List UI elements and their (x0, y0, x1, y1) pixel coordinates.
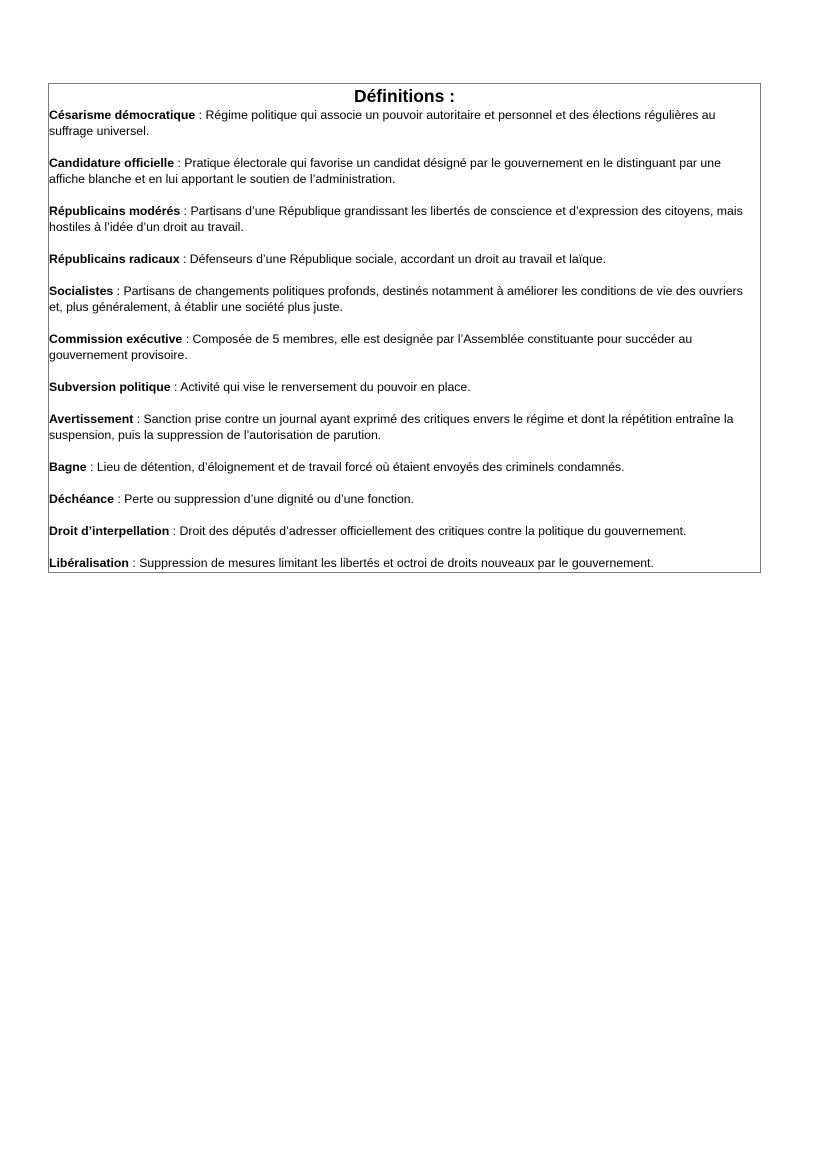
definition-text: : Activité qui vise le renversement du pouvoir en place. (170, 380, 471, 394)
definition-term: Droit d’interpellation (49, 524, 170, 538)
definition-term: Bagne (49, 460, 87, 474)
definition-term: Césarisme démocratique (49, 108, 196, 122)
definition-text: : Régime politique qui associe un pouvoir autoritaire et personnel et des élections régulières au suffrage universel. (49, 108, 716, 138)
definition-entry (49, 155, 760, 187)
definition-entry (49, 491, 760, 507)
definition-text: : Partisans de changements politiques profonds, destinés notamment à améliorer les conditions de vie des ouvriers et, plus généralement, à établir une société plus juste. (49, 284, 743, 314)
definition-term: Déchéance (49, 492, 114, 506)
definition-term: Subversion politique (49, 380, 171, 394)
definition-text: : Perte ou suppression d’une dignité ou d’une fonction. (113, 492, 415, 506)
definition-entry (49, 555, 760, 571)
definition-entry (49, 523, 760, 539)
definition-entry (49, 331, 760, 363)
definition-text: : Composée de 5 membres, elle est designée par l’Assemblée constituante pour succéder au gouvernement provisoire. (49, 332, 693, 362)
definition-term: Candidature officielle (49, 156, 175, 170)
definition-entry (49, 459, 760, 475)
definition-text: : Partisans d’une République grandissant les libertés de conscience et d’expression des citoyens, mais hostiles à l’idée d’un droit au travail. (49, 204, 743, 234)
definition-entry (49, 411, 760, 443)
definition-entry (49, 379, 760, 395)
definition-text: : Suppression de mesures limitant les libertés et octroi de droits nouveaux par le gouvernement. (128, 556, 654, 570)
definition-text: : Sanction prise contre un journal ayant exprimé des critiques envers le régime et dont la répétition entraîne la suspension, puis la suppression de l’autorisation de parution. (49, 412, 734, 442)
definition-term: Républicains radicaux (49, 252, 180, 266)
definition-term: Avertissement (49, 412, 134, 426)
definition-term: Républicains modérés (49, 204, 181, 218)
definition-entry (49, 283, 760, 315)
definition-entry (49, 107, 760, 139)
definition-entry (49, 251, 760, 267)
definitions-box (48, 83, 761, 573)
definition-entry (49, 203, 760, 235)
definition-term: Socialistes (49, 284, 114, 298)
definition-term: Commission exécutive (49, 332, 183, 346)
definition-text: : Droit des députés d’adresser officiellement des critiques contre la politique du gouvernement. (169, 524, 687, 538)
definition-text: : Défenseurs d’une République sociale, accordant un droit au travail et laïque. (179, 252, 607, 266)
definitions-title: Définitions : (353, 86, 456, 106)
definition-text: : Pratique électorale qui favorise un candidat désigné par le gouvernement en le distinguant par une affiche blanche et en lui apportant le soutien de l’administration. (49, 156, 721, 186)
definition-term: Libéralisation (49, 556, 129, 570)
definition-text: : Lieu de détention, d’éloignement et de travail forcé où étaient envoyés des criminels condamnés. (86, 460, 625, 474)
